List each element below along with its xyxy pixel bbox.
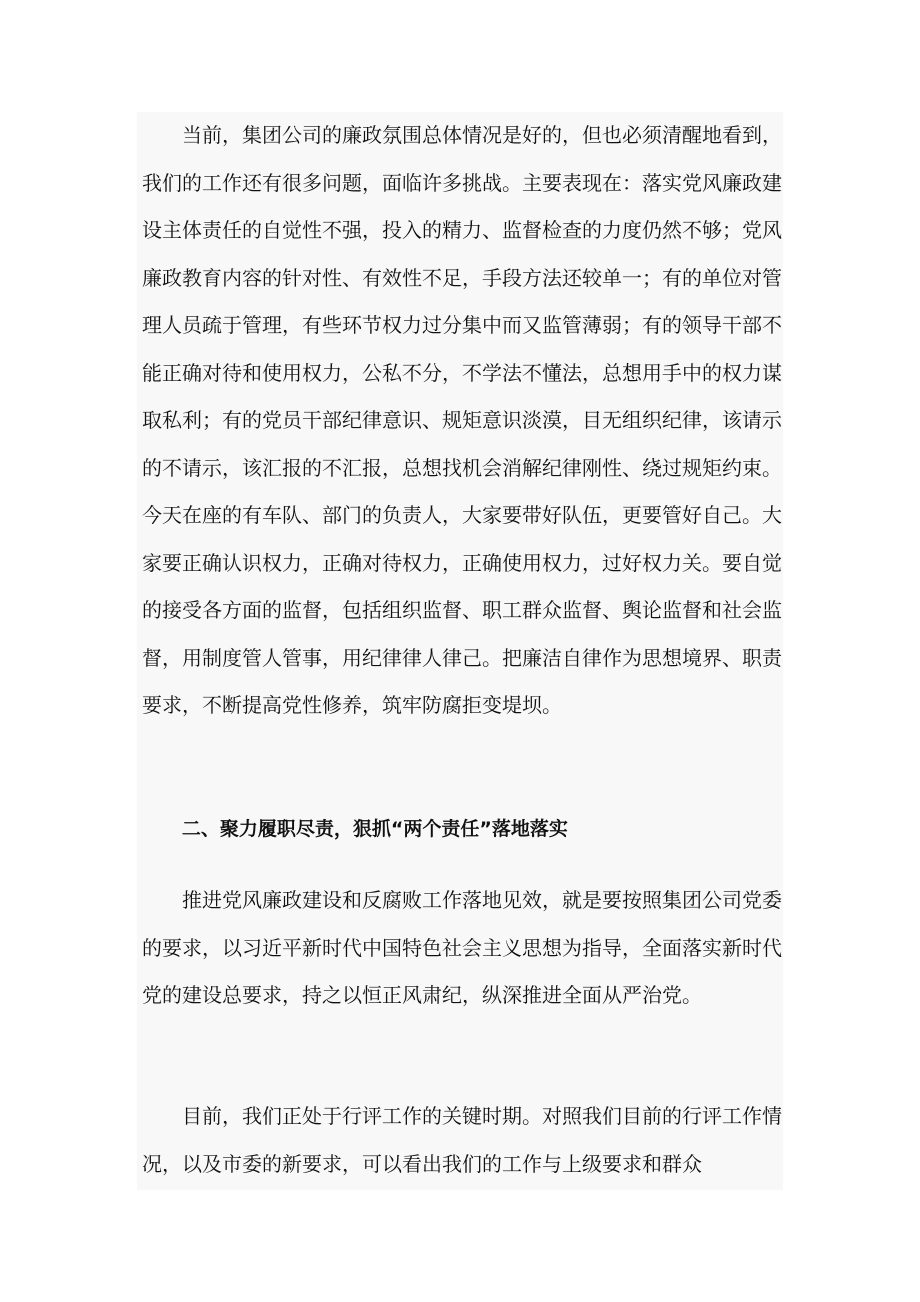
section-heading: 二、聚力履职尽责，狠抓“两个责任”落地落实 bbox=[181, 818, 568, 840]
body-paragraph: 推进党风廉政建设和反腐败工作落地见效，就是要按照集团公司党委的要求，以习近平新时代中国特色社会主义思想为指导，全面落实新时代党的建设总要求，持之以恒正风肃纪，纵深推进全面从严治党。 bbox=[142, 888, 782, 1007]
body-paragraph: 当前，集团公司的廉政氛围总体情况是好的，但也必须清醒地看到，我们的工作还有很多问题，面临许多挑战。主要表现在：落实党风廉政建设主体责任的自觉性不强，投入的精力、监督检查的力度仍然不够；党风廉政教育内容的针对性、有效性不足，手段方法还较单一；有的单位对管理人员疏于管理，有些环节权力过分集中而又监管薄弱；有的领导干部不能正确对待和使用权力，公私不分，不学法不懂法，总想用手中的权力谋取私利；有的党员干部纪律意识、规矩意识淡漠，目无组织纪律，该请示的不请示，该汇报的不汇报，总想找机会消解纪律刚性、绕过规矩约束。今天在座的有车队、部门的负责人，大家要带好队伍，更要管好自己。大家要正确认识权力，正确对待权力，正确使用权力，过好权力关。要自觉的接受各方面的监督，包括组织监督、职工群众监督、舆论监督和社会监督，用制度管人管事，用纪律律人律己。把廉洁自律作为思想境界、职责要求，不断提高党性修养，筑牢防腐拒变堤坝。 bbox=[142, 123, 782, 717]
body-paragraph: 目前，我们正处于行评工作的关键时期。对照我们目前的行评工作情况，以及市委的新要求，可以看出我们的工作与上级要求和群众 bbox=[142, 1104, 782, 1176]
